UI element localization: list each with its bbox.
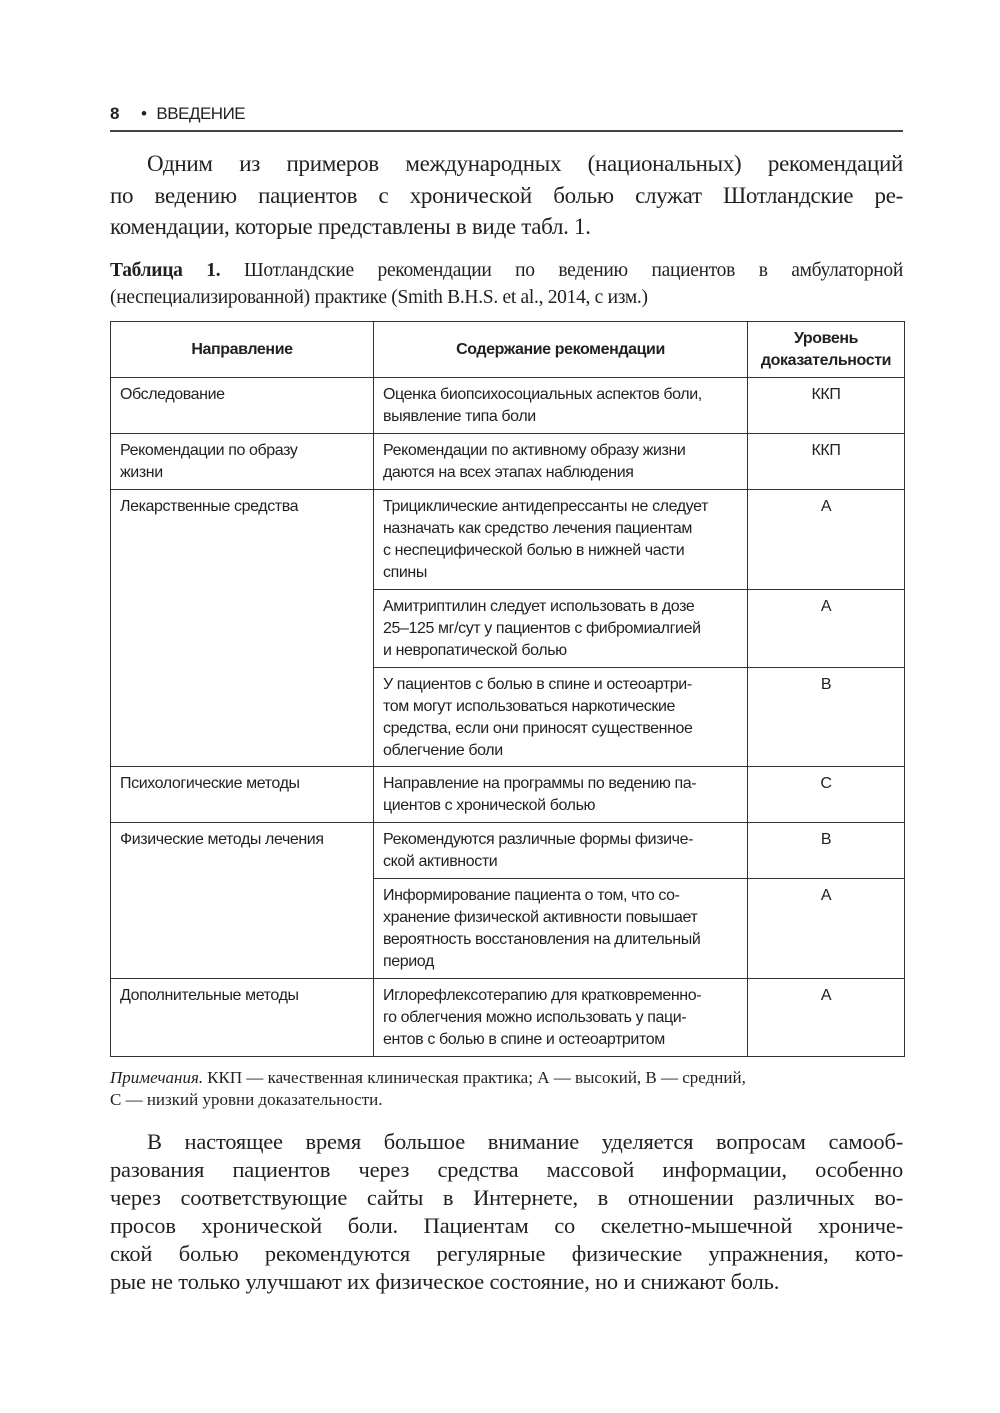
direction-cell: Лекарственные средства bbox=[111, 490, 374, 767]
content-cell: Рекомендации по активному образу жизни даются на всех этапах наблюдения bbox=[374, 434, 748, 490]
text-line: (неспециализированной) практике (Smith B.H.S. et al., 2014, с изм.) bbox=[110, 287, 648, 308]
content-cell: Информирование пациента о том, что со- хранение физической активности повышает вероятность восстановления на длительный период bbox=[374, 879, 748, 979]
level-cell: A bbox=[748, 979, 905, 1057]
direction-cell: Психологические методы bbox=[111, 767, 374, 823]
level-cell: C bbox=[748, 767, 905, 823]
text-line: С — низкий уровни доказательности. bbox=[110, 1089, 383, 1109]
text-line: разования пациентов через средства массовой информации, особенно bbox=[110, 1157, 903, 1182]
closing-paragraph bbox=[110, 1128, 903, 1296]
column-header: Содержание рекомендации bbox=[374, 322, 748, 378]
running-header bbox=[110, 104, 245, 124]
level-cell: B bbox=[748, 668, 905, 767]
recommendations-table bbox=[110, 321, 905, 1057]
page-number: 8 bbox=[110, 104, 119, 123]
direction-cell: Физические методы лечения bbox=[111, 823, 374, 979]
text-line: ской болью рекомендуются регулярные физические упражнения, кото- bbox=[110, 1241, 903, 1266]
caption-label: Таблица 1. bbox=[110, 260, 221, 281]
text-line: В настоящее время большое внимание уделяется вопросам самооб- bbox=[147, 1129, 903, 1154]
text-line: Шотландские рекомендации по ведению пациентов в амбулаторной bbox=[243, 260, 903, 281]
content-cell: Оценка биопсихосоциальных аспектов боли, выявление типа боли bbox=[374, 378, 748, 434]
text-line: через соответствующие сайты в Интернете, в отношении различных во- bbox=[110, 1185, 903, 1210]
text-line: просов хронической боли. Пациентам со скелетно-мышечной хрониче- bbox=[110, 1213, 903, 1238]
content-cell: Иглорефлексотерапию для кратковременно- го облегчения можно использовать у паци- ентов с болью в спине и остеоартритом bbox=[374, 979, 748, 1057]
content-cell: Трициклические антидепрессанты не следует назначать как средство лечения пациентам с неспецифической болью в нижней части спины bbox=[374, 490, 748, 590]
column-header: Направление bbox=[111, 322, 374, 378]
content-cell: Направление на программы по ведению па- циентов с хронической болью bbox=[374, 767, 748, 823]
table-row bbox=[111, 823, 905, 879]
level-cell: B bbox=[748, 823, 905, 879]
table-header-row bbox=[111, 322, 905, 378]
table-row bbox=[111, 434, 905, 490]
note-label: Примечания. bbox=[110, 1068, 204, 1087]
direction-cell: Рекомендации по образу жизни bbox=[111, 434, 374, 490]
content-cell: Амитриптилин следует использовать в дозе 25–125 мг/сут у пациентов с фибромиалгией и невропатической болью bbox=[374, 590, 748, 668]
text-line: ККП — качественная клиническая практика; А — высокий, В — средний, bbox=[207, 1068, 746, 1087]
header-rule bbox=[110, 130, 903, 132]
table-row bbox=[111, 378, 905, 434]
text-line: Одним из примеров международных (национальных) рекомендаций bbox=[147, 151, 903, 176]
direction-cell: Дополнительные методы bbox=[111, 979, 374, 1057]
level-cell: A bbox=[748, 590, 905, 668]
table-row bbox=[111, 490, 905, 590]
table-note bbox=[110, 1067, 903, 1110]
text-line: рые не только улучшают их физическое состояние, но и снижают боль. bbox=[110, 1269, 780, 1294]
column-header: Уровень доказательности bbox=[748, 322, 905, 378]
level-cell: A bbox=[748, 490, 905, 590]
table-caption bbox=[110, 257, 903, 311]
table-row bbox=[111, 767, 905, 823]
direction-cell: Обследование bbox=[111, 378, 374, 434]
text-line: по ведению пациентов с хронической болью служат Шотландские ре- bbox=[110, 182, 903, 208]
level-cell: ККП bbox=[748, 378, 905, 434]
section-title: ВВЕДЕНИЕ bbox=[156, 104, 246, 123]
level-cell: ККП bbox=[748, 434, 905, 490]
intro-paragraph bbox=[110, 148, 903, 243]
level-cell: A bbox=[748, 879, 905, 979]
bullet: • bbox=[140, 104, 147, 123]
content-cell: Рекомендуются различные формы физиче- ской активности bbox=[374, 823, 748, 879]
content-cell: У пациентов с болью в спине и остеоартри- том могут использоваться наркотические средства, если они приносят существенное облегчение боли bbox=[374, 668, 748, 767]
text-line: комендации, которые представлены в виде табл. 1. bbox=[110, 214, 591, 239]
table-row bbox=[111, 979, 905, 1057]
